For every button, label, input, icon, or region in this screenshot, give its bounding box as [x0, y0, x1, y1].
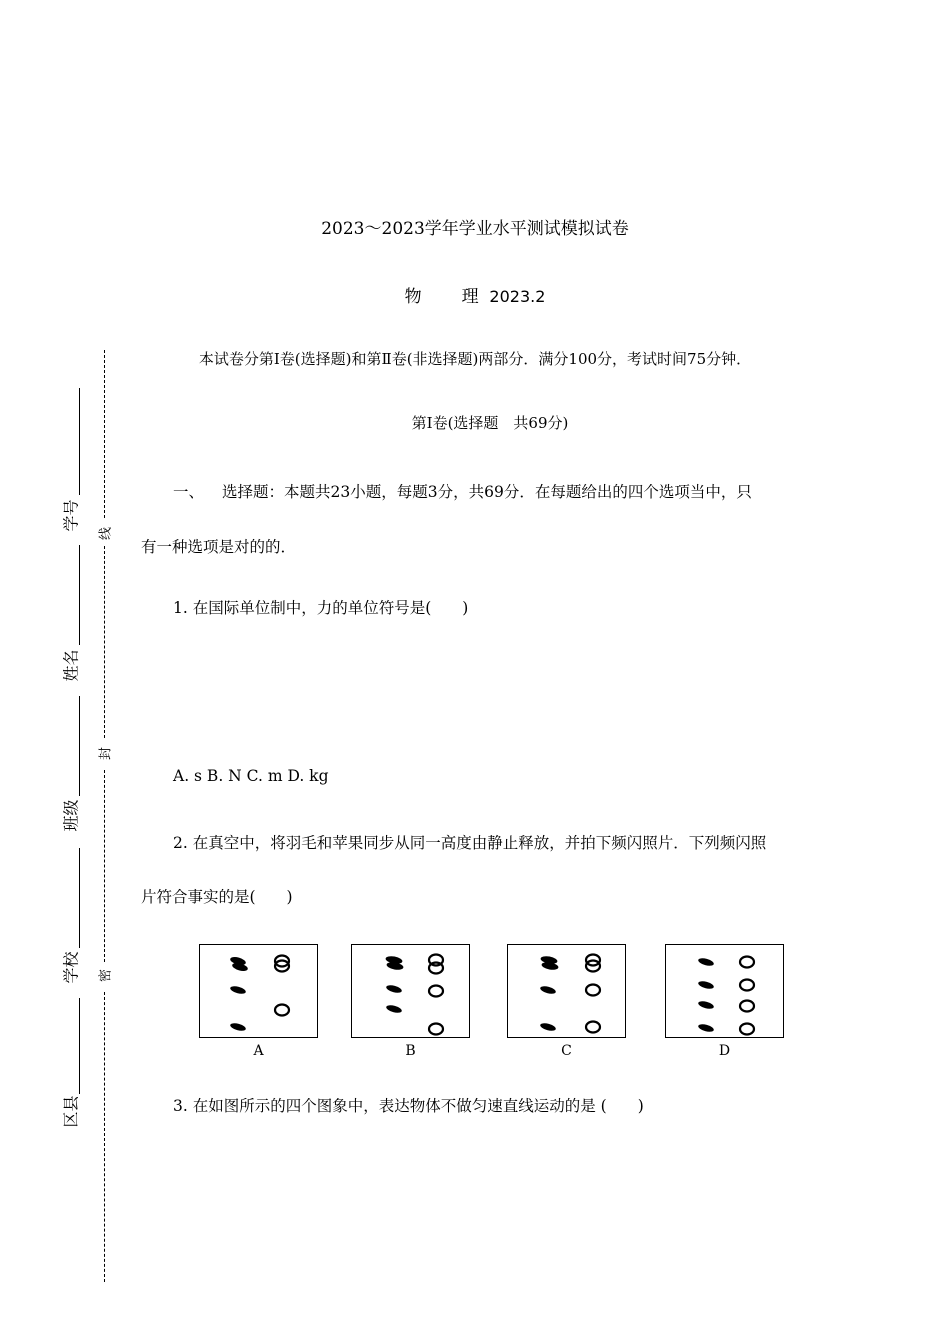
- subject-char-1: 物: [404, 287, 422, 307]
- binding-margin: [0, 0, 140, 1344]
- strobe-photo-d[interactable]: [665, 944, 784, 1038]
- field-line-district: [79, 998, 80, 1094]
- section-one-instructions: [173, 480, 752, 502]
- strobe-label-c: C: [561, 1043, 572, 1059]
- strobe-photo-a[interactable]: [199, 944, 318, 1038]
- strobe-photo-b[interactable]: [351, 944, 470, 1038]
- section-number: 一、: [173, 483, 205, 501]
- strobe-figure-a: [200, 945, 319, 1039]
- field-line-student-id: [79, 388, 80, 495]
- part-one-heading: 第Ⅰ卷(选择题 共69分): [411, 414, 569, 432]
- strobe-photo-c[interactable]: [507, 944, 626, 1038]
- strobe-label-b: B: [405, 1043, 416, 1059]
- section-text-line2: 有一种选项是对的的．: [141, 538, 297, 556]
- seal-mark-seal: 封: [98, 747, 114, 761]
- field-label-name[interactable]: 姓名: [61, 649, 81, 682]
- subject-char-2: 理: [461, 287, 479, 307]
- seal-line-segment: [104, 350, 105, 518]
- field-line-school: [79, 848, 80, 948]
- seal-line-segment: [104, 770, 105, 962]
- field-label-class[interactable]: 班级: [61, 799, 81, 832]
- exam-date: 2023.2: [489, 287, 546, 306]
- strobe-figure-c: [508, 945, 627, 1039]
- question-1: 1. 在国际单位制中，力的单位符号是( ): [173, 599, 469, 617]
- seal-line-segment: [104, 546, 105, 738]
- field-line-class: [79, 696, 80, 796]
- seal-mark-line: 线: [98, 527, 114, 541]
- field-label-district[interactable]: 区县: [61, 1095, 81, 1128]
- question-1-options: A. s B. N C. m D. kg: [173, 767, 329, 785]
- section-text-line1: 选择题：本题共23小题，每题3分，共69分．在每题给出的四个选项当中，只: [222, 483, 752, 501]
- seal-mark-secret: 密: [98, 969, 114, 983]
- strobe-figure-b: [352, 945, 471, 1039]
- field-label-school[interactable]: 学校: [61, 951, 81, 984]
- page-title: 2023～2023学年学业水平测试模拟试卷: [321, 219, 629, 239]
- seal-line-segment: [104, 992, 105, 1282]
- subject-line: [0, 282, 950, 307]
- strobe-label-a: A: [253, 1043, 264, 1059]
- question-2-line1: 2. 在真空中，将羽毛和苹果同步从同一高度由静止释放，并拍下频闪照片．下列频闪照: [173, 834, 767, 852]
- strobe-label-d: D: [718, 1043, 731, 1059]
- question-2-line2: 片符合事实的是( ): [141, 888, 293, 906]
- question-3: 3. 在如图所示的四个图象中，表达物体不做匀速直线运动的是 ( ): [173, 1097, 644, 1115]
- exam-intro: 本试卷分第Ⅰ卷(选择题)和第Ⅱ卷(非选择题)两部分．满分100分，考试时间75分钟．: [198, 350, 752, 368]
- field-label-student-id[interactable]: 学号: [61, 499, 81, 532]
- field-line-name: [79, 545, 80, 645]
- strobe-figure-d: [666, 945, 785, 1039]
